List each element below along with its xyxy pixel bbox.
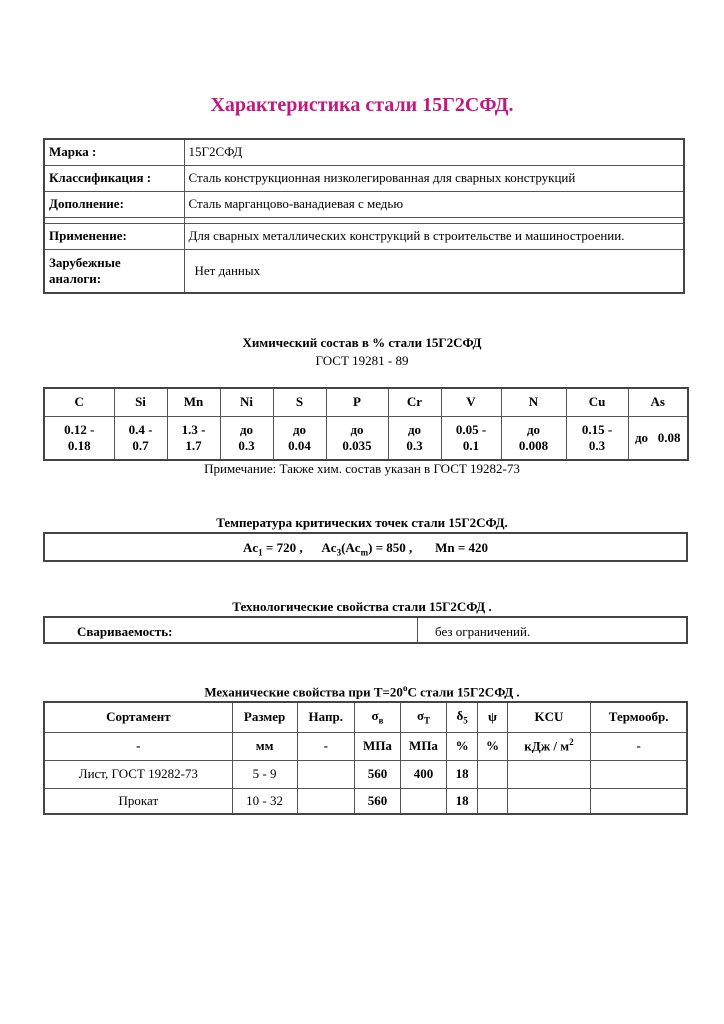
chem-value-cell xyxy=(220,416,273,460)
mech-cell: 18 xyxy=(447,760,478,788)
tech-divider xyxy=(417,618,418,642)
chem-header-cell: V xyxy=(441,388,501,416)
chem-header-cell: S xyxy=(273,388,326,416)
mech-unit-cell: кДж / $м^2$ xyxy=(507,732,591,760)
info-value: Сталь конструкционная низколегированная для сварных конструкций xyxy=(184,165,684,191)
mech-header-cell: Термообр. xyxy=(591,702,687,732)
chem-header-cell: C xyxy=(44,388,114,416)
info-key-line: Зарубежные xyxy=(49,254,121,270)
crit-mn: Mn = 420 xyxy=(435,540,488,555)
tech-title: Технологические свойства стали 15Г2СФД . xyxy=(232,599,492,614)
chem-value-line: 1.3 - xyxy=(181,421,206,437)
info-row xyxy=(44,139,684,165)
mech-header-cell: ψ xyxy=(478,702,507,732)
info-row xyxy=(44,165,684,191)
mech-header-cell: Сортамент xyxy=(44,702,232,732)
chem-header-cell: Si xyxy=(114,388,167,416)
chem-value-line: 0.1 xyxy=(462,437,480,453)
info-key-line: аналоги: xyxy=(49,270,102,286)
chem-value-line: 0.12 - xyxy=(64,421,95,437)
mech-cell: 10 - 32 xyxy=(232,788,297,814)
mech-header-cell: $\sigma_T$ xyxy=(401,702,447,732)
tech-box xyxy=(43,616,688,644)
mech-title: Механические свойства при $Т=20^oС$ стали 15Г2СФД . xyxy=(204,683,520,700)
info-key: Дополнение: xyxy=(44,191,184,217)
info-key: Марка : xyxy=(44,139,184,165)
chem-value-line: 0.15 - xyxy=(581,421,613,437)
info-row xyxy=(44,249,684,293)
chem-value-line: 0.035 xyxy=(342,437,372,453)
chem-note: Примечание: Также хим. состав указан в ГОСТ 19282-73 xyxy=(204,461,520,476)
mech-data-row xyxy=(44,760,687,788)
mech-cell xyxy=(591,760,687,788)
mech-unit-cell: % xyxy=(478,732,507,760)
chem-values-row xyxy=(44,416,688,460)
chem-value-line: до xyxy=(526,421,541,437)
mech-units-row xyxy=(44,732,687,760)
chem-value-line: 0.3 xyxy=(406,437,423,453)
info-key: Применение: xyxy=(44,223,184,249)
chem-value-line: до xyxy=(407,421,422,437)
chem-value-line: 0.18 xyxy=(67,437,91,453)
mech-header-cell: $\delta_5$ xyxy=(447,702,478,732)
mech-cell xyxy=(507,760,591,788)
info-row xyxy=(44,223,684,249)
page-title: Характеристика стали 15Г2СФД. xyxy=(210,94,514,116)
chem-value-cell xyxy=(44,416,114,460)
mech-cell xyxy=(297,760,355,788)
mech-unit-cell: МПа xyxy=(355,732,401,760)
chem-header-cell: Mn xyxy=(167,388,220,416)
chem-value-line: 0.3 xyxy=(238,437,255,453)
mech-cell xyxy=(478,788,507,814)
mech-cell: Лист, ГОСТ 19282-73 xyxy=(44,760,232,788)
crit-ac3: $Ac_3(Ac_m) = 850$ , xyxy=(321,540,413,558)
crit-box xyxy=(43,532,688,562)
chem-header-cell: Ni xyxy=(220,388,273,416)
mech-unit-cell: мм xyxy=(232,732,297,760)
chem-header-cell: Cu xyxy=(566,388,628,416)
info-key: Классификация : xyxy=(44,165,184,191)
chem-value-cell xyxy=(388,416,441,460)
mech-data-row xyxy=(44,788,687,814)
tech-value: без ограничений. xyxy=(435,624,531,639)
mech-header-cell: Напр. xyxy=(297,702,355,732)
chem-value-line: до 0.08 xyxy=(634,429,681,445)
chem-value-line: 0.008 xyxy=(518,437,549,453)
chem-table xyxy=(43,387,689,461)
crit-title: Температура критических точек стали 15Г2СФД. xyxy=(216,515,508,530)
mech-unit-cell: - xyxy=(591,732,687,760)
mech-cell: 560 xyxy=(355,760,401,788)
chem-value-cell xyxy=(501,416,566,460)
chem-value-line: 1.7 xyxy=(185,437,202,453)
mech-cell: Прокат xyxy=(44,788,232,814)
chem-standard: ГОСТ 19281 - 89 xyxy=(315,353,409,368)
mech-cell: 18 xyxy=(447,788,478,814)
mech-header-row xyxy=(44,702,687,732)
mech-cell xyxy=(591,788,687,814)
mech-cell: 400 xyxy=(401,760,447,788)
info-value: Сталь марганцово-ванадиевая с медью xyxy=(184,191,684,217)
chem-value-cell xyxy=(273,416,326,460)
mech-header-cell: $\sigma_в$ xyxy=(355,702,401,732)
chem-title: Химический состав в % стали 15Г2СФД xyxy=(242,335,482,350)
chem-value-cell xyxy=(441,416,501,460)
mech-header-cell: Размер xyxy=(232,702,297,732)
mech-table xyxy=(43,701,688,815)
mech-cell: 560 xyxy=(355,788,401,814)
chem-header-cell: Cr xyxy=(388,388,441,416)
info-key xyxy=(44,249,184,293)
info-value: Нет данных xyxy=(184,249,684,293)
info-row xyxy=(44,191,684,217)
chem-value-line: до xyxy=(239,421,254,437)
chem-value-line: до xyxy=(292,421,307,437)
info-table xyxy=(43,138,685,294)
chem-header-cell: As xyxy=(628,388,688,416)
chem-value-cell xyxy=(566,416,628,460)
mech-cell xyxy=(507,788,591,814)
mech-cell xyxy=(478,760,507,788)
mech-unit-cell: МПа xyxy=(401,732,447,760)
chem-value-line: 0.4 - xyxy=(128,421,153,437)
chem-value-cell xyxy=(326,416,388,460)
mech-unit-cell: - xyxy=(297,732,355,760)
tech-label: Свариваемость: xyxy=(77,624,173,639)
chem-value-cell xyxy=(114,416,167,460)
mech-unit-cell: - xyxy=(44,732,232,760)
chem-header-cell: P xyxy=(326,388,388,416)
mech-cell: 5 - 9 xyxy=(232,760,297,788)
chem-value-line: 0.05 - xyxy=(455,421,487,437)
chem-value-cell xyxy=(628,416,688,460)
chem-value-cell xyxy=(167,416,220,460)
crit-ac1: $Ac_1 = 720$ , xyxy=(243,540,303,558)
mech-cell xyxy=(401,788,447,814)
chem-header-cell: N xyxy=(501,388,566,416)
chem-header-row xyxy=(44,388,688,416)
mech-unit-cell: % xyxy=(447,732,478,760)
info-value: 15Г2СФД xyxy=(184,139,684,165)
chem-value-line: 0.04 xyxy=(288,437,311,453)
chem-value-line: до xyxy=(350,421,364,437)
info-value: Для сварных металлических конструкций в строительстве и машиностроении. xyxy=(184,223,684,249)
chem-value-line: 0.7 xyxy=(132,437,149,453)
mech-cell xyxy=(297,788,355,814)
chem-value-line: 0.3 xyxy=(588,437,606,453)
mech-header-cell: KCU xyxy=(507,702,591,732)
